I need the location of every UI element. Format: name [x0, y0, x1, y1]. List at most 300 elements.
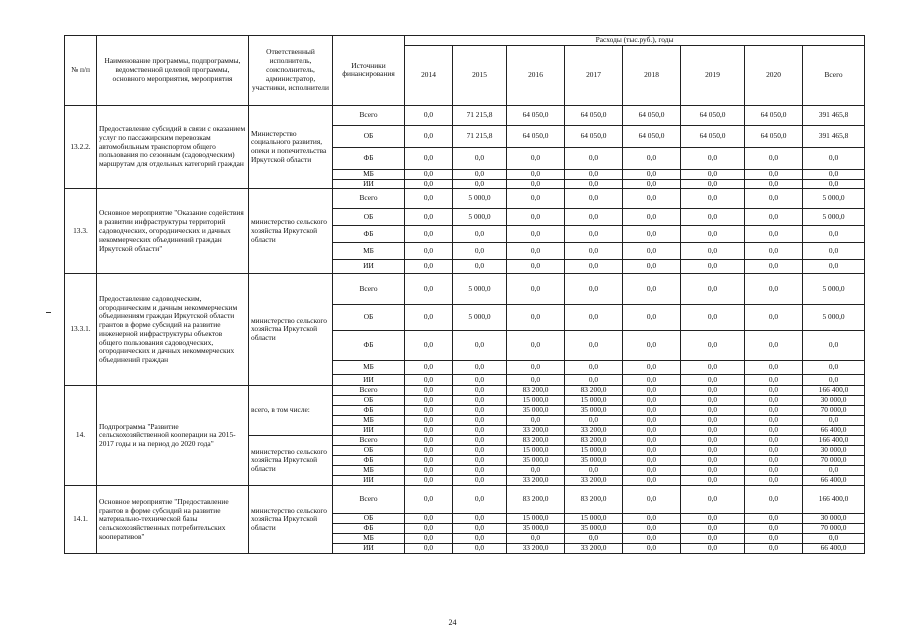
item-executor: всего, в том числе:: [249, 386, 333, 436]
expense-value: 64 050,0: [681, 105, 745, 125]
funding-source: ФБ: [333, 456, 405, 466]
expense-value: 0,0: [803, 169, 865, 179]
item-code: 14.1.: [65, 486, 97, 554]
expense-value: 0,0: [453, 534, 507, 544]
funding-source: ОБ: [333, 305, 405, 331]
expense-value: 15 000,0: [507, 514, 565, 524]
table-row: [65, 274, 865, 305]
expense-value: 0,0: [681, 534, 745, 544]
funding-source: ИИ: [333, 375, 405, 386]
expense-value: 0,0: [405, 534, 453, 544]
expense-value: 0,0: [681, 396, 745, 406]
expense-value: 5 000,0: [803, 209, 865, 226]
expense-value: 0,0: [405, 331, 453, 361]
expense-value: 0,0: [623, 456, 681, 466]
table-row: [65, 486, 865, 514]
expense-value: 0,0: [681, 416, 745, 426]
expense-value: 0,0: [623, 446, 681, 456]
expense-value: 0,0: [405, 456, 453, 466]
expense-value: 70 000,0: [803, 456, 865, 466]
expense-value: 0,0: [803, 243, 865, 260]
expense-value: 0,0: [453, 476, 507, 486]
expense-value: 70 000,0: [803, 406, 865, 416]
expense-value: 0,0: [681, 305, 745, 331]
expense-value: 0,0: [745, 189, 803, 209]
expense-value: 30 000,0: [803, 446, 865, 456]
expense-value: 0,0: [623, 209, 681, 226]
expense-value: 33 200,0: [507, 476, 565, 486]
expense-value: 0,0: [681, 406, 745, 416]
expense-value: 0,0: [507, 209, 565, 226]
item-executor: министерство сельского хозяйства Иркутской области: [249, 189, 333, 274]
expense-value: 0,0: [623, 189, 681, 209]
expense-value: 0,0: [565, 305, 623, 331]
expense-value: 0,0: [565, 189, 623, 209]
expense-value: 0,0: [405, 105, 453, 125]
expense-value: 0,0: [745, 147, 803, 169]
expense-value: 0,0: [405, 406, 453, 416]
funding-source: ФБ: [333, 226, 405, 243]
item-name: Предоставление садоводческим, огородническим и дачным некоммерческим объединениям граждан Иркутской области грантов в форме субсидий на развитие инженерной инфраструктуры объектов общего пользования садоводческих, огороднических и дачных некоммерческих объединений граждан: [97, 274, 249, 386]
funding-source: ФБ: [333, 331, 405, 361]
expense-value: 0,0: [681, 426, 745, 436]
expense-value: 0,0: [745, 361, 803, 375]
expense-value: 0,0: [453, 331, 507, 361]
expense-value: 0,0: [623, 514, 681, 524]
expense-value: 0,0: [681, 169, 745, 179]
funding-source: ИИ: [333, 260, 405, 274]
expense-value: 0,0: [623, 305, 681, 331]
expense-value: 0,0: [453, 514, 507, 524]
expense-value: 35 000,0: [565, 524, 623, 534]
expense-value: 0,0: [507, 534, 565, 544]
expense-value: 0,0: [681, 486, 745, 514]
expense-value: 166 400,0: [803, 436, 865, 446]
item-code: 13.3.1.: [65, 274, 97, 386]
funding-source: ОБ: [333, 446, 405, 456]
expense-value: 83 200,0: [507, 486, 565, 514]
expense-value: 0,0: [405, 189, 453, 209]
header-year: 2017: [565, 45, 623, 105]
expense-value: 0,0: [681, 260, 745, 274]
expense-value: 0,0: [453, 544, 507, 554]
header-year: 2015: [453, 45, 507, 105]
expense-value: 0,0: [565, 209, 623, 226]
expense-value: 0,0: [453, 416, 507, 426]
expense-value: 0,0: [453, 147, 507, 169]
header-program-name: Наименование программы, подпрограммы, ведомственной целевой программы, основного мероприятия, мероприятия: [97, 36, 249, 106]
expense-value: 5 000,0: [453, 305, 507, 331]
expense-value: 0,0: [405, 375, 453, 386]
expense-value: 5 000,0: [453, 189, 507, 209]
funding-source: ФБ: [333, 406, 405, 416]
funding-source: МБ: [333, 169, 405, 179]
header-year: 2014: [405, 45, 453, 105]
expense-value: 0,0: [507, 466, 565, 476]
expense-value: 64 050,0: [623, 125, 681, 147]
expense-value: 0,0: [681, 361, 745, 375]
expense-value: 0,0: [803, 260, 865, 274]
expense-value: 0,0: [565, 534, 623, 544]
item-executor: министерство сельского хозяйства Иркутской области: [249, 274, 333, 386]
expense-value: 0,0: [803, 416, 865, 426]
expense-value: 0,0: [405, 416, 453, 426]
expense-value: 0,0: [745, 226, 803, 243]
expense-value: 0,0: [453, 396, 507, 406]
expense-value: 0,0: [405, 226, 453, 243]
expense-value: 0,0: [681, 331, 745, 361]
expense-value: 0,0: [623, 169, 681, 179]
expense-value: 64 050,0: [623, 105, 681, 125]
expense-value: 0,0: [681, 514, 745, 524]
expense-value: 64 050,0: [745, 105, 803, 125]
expense-value: 0,0: [453, 375, 507, 386]
funding-source: ИИ: [333, 426, 405, 436]
expense-value: 64 050,0: [745, 125, 803, 147]
expense-value: 0,0: [405, 524, 453, 534]
expense-value: 166 400,0: [803, 486, 865, 514]
expense-value: 0,0: [453, 466, 507, 476]
expense-value: 0,0: [565, 169, 623, 179]
expense-value: 0,0: [405, 544, 453, 554]
expense-value: 0,0: [453, 361, 507, 375]
expense-value: 0,0: [745, 260, 803, 274]
budget-table: [64, 35, 865, 554]
expense-value: 0,0: [623, 486, 681, 514]
expense-value: 0,0: [453, 260, 507, 274]
expense-value: 0,0: [405, 426, 453, 436]
expense-value: 0,0: [565, 226, 623, 243]
expense-value: 0,0: [681, 466, 745, 476]
funding-source: МБ: [333, 361, 405, 375]
expense-value: 5 000,0: [803, 189, 865, 209]
expense-value: 0,0: [507, 416, 565, 426]
expense-value: 83 200,0: [565, 436, 623, 446]
expense-value: 15 000,0: [507, 396, 565, 406]
expense-value: 0,0: [681, 436, 745, 446]
expense-value: 0,0: [565, 147, 623, 169]
funding-source: ФБ: [333, 147, 405, 169]
item-code: 13.2.2.: [65, 105, 97, 189]
expense-value: 166 400,0: [803, 386, 865, 396]
expense-value: 0,0: [453, 426, 507, 436]
item-code: 14.: [65, 386, 97, 486]
expense-value: 0,0: [623, 466, 681, 476]
expense-value: 0,0: [507, 260, 565, 274]
expense-value: 0,0: [507, 179, 565, 189]
expense-value: 0,0: [745, 274, 803, 305]
expense-value: 33 200,0: [565, 476, 623, 486]
funding-source: Всего: [333, 486, 405, 514]
expense-value: 0,0: [745, 209, 803, 226]
expense-value: 0,0: [745, 466, 803, 476]
expense-value: 5 000,0: [453, 209, 507, 226]
expense-value: 0,0: [803, 147, 865, 169]
expense-value: 0,0: [507, 147, 565, 169]
expense-value: 0,0: [623, 416, 681, 426]
table-row: [65, 386, 865, 396]
expense-value: 0,0: [745, 331, 803, 361]
expense-value: 0,0: [745, 386, 803, 396]
header-number: № п/п: [65, 36, 97, 106]
expense-value: 391 465,8: [803, 105, 865, 125]
expense-value: 0,0: [507, 274, 565, 305]
expense-value: 0,0: [453, 226, 507, 243]
expense-value: 0,0: [405, 179, 453, 189]
expense-value: 35 000,0: [507, 456, 565, 466]
expense-value: 0,0: [453, 524, 507, 534]
expense-value: 0,0: [623, 274, 681, 305]
expense-value: 0,0: [803, 226, 865, 243]
expense-value: 0,0: [405, 147, 453, 169]
expense-value: 0,0: [681, 446, 745, 456]
expense-value: 0,0: [405, 305, 453, 331]
expense-value: 70 000,0: [803, 524, 865, 534]
header-funding-source: Источники финансирования: [333, 36, 405, 106]
expense-value: 0,0: [623, 226, 681, 243]
header-year: 2020: [745, 45, 803, 105]
expense-value: 0,0: [623, 179, 681, 189]
expense-value: 0,0: [623, 406, 681, 416]
expense-value: 0,0: [681, 386, 745, 396]
expense-value: 0,0: [405, 243, 453, 260]
expense-value: 0,0: [803, 331, 865, 361]
expense-value: 0,0: [565, 274, 623, 305]
expense-value: 64 050,0: [565, 125, 623, 147]
expense-value: 0,0: [745, 406, 803, 416]
expense-value: 83 200,0: [507, 386, 565, 396]
funding-source: ОБ: [333, 514, 405, 524]
expense-value: 0,0: [745, 486, 803, 514]
expense-value: 0,0: [405, 486, 453, 514]
expense-value: 0,0: [745, 305, 803, 331]
expense-value: 71 215,8: [453, 105, 507, 125]
expense-value: 0,0: [453, 436, 507, 446]
expense-value: 0,0: [623, 524, 681, 534]
expense-value: 0,0: [623, 534, 681, 544]
item-name: Основное мероприятие "Оказание содействия в развитии инфраструктуры территорий садоводческих, огороднических и дачных некоммерческих объединений граждан Иркутской области": [97, 189, 249, 274]
expense-value: 0,0: [745, 534, 803, 544]
funding-source: ИИ: [333, 544, 405, 554]
expense-value: 391 465,8: [803, 125, 865, 147]
expense-value: 0,0: [803, 466, 865, 476]
expense-value: 0,0: [453, 446, 507, 456]
expense-value: 0,0: [681, 544, 745, 554]
funding-source: МБ: [333, 243, 405, 260]
expense-value: 0,0: [803, 179, 865, 189]
expense-value: 0,0: [745, 436, 803, 446]
funding-source: МБ: [333, 416, 405, 426]
expense-value: 0,0: [507, 226, 565, 243]
expense-value: 0,0: [681, 274, 745, 305]
table-row: [65, 189, 865, 209]
expense-value: 0,0: [405, 209, 453, 226]
expense-value: 0,0: [681, 179, 745, 189]
funding-source: ОБ: [333, 209, 405, 226]
expense-value: 0,0: [453, 406, 507, 416]
expense-value: 30 000,0: [803, 396, 865, 406]
expense-value: 0,0: [507, 243, 565, 260]
expense-value: 0,0: [453, 243, 507, 260]
funding-source: ФБ: [333, 524, 405, 534]
expense-value: 0,0: [803, 361, 865, 375]
funding-source: Всего: [333, 436, 405, 446]
expense-value: 15 000,0: [565, 396, 623, 406]
expense-value: 0,0: [681, 189, 745, 209]
item-name: Предоставление субсидий в связи с оказанием услуг по пассажирским перевозкам автомобильным транспортом общего пользования по сезонным (садоводческим) маршрутам для отдельных категорий граждан: [97, 105, 249, 189]
item-executor: Министерство социального развития, опеки и попечительства Иркутской области: [249, 105, 333, 189]
funding-source: Всего: [333, 105, 405, 125]
expense-value: 35 000,0: [507, 406, 565, 416]
expense-value: 0,0: [507, 331, 565, 361]
expense-value: 0,0: [745, 456, 803, 466]
item-name: Подпрограмма "Развитие сельскохозяйственной кооперации на 2015-2017 годы и на период до 2020 года": [97, 386, 249, 486]
header-executor: Ответственный исполнитель, соисполнитель, администратор, участники, исполнители: [249, 36, 333, 106]
expense-value: 0,0: [803, 375, 865, 386]
expense-value: 0,0: [623, 243, 681, 260]
expense-value: 0,0: [507, 305, 565, 331]
expense-value: 0,0: [623, 331, 681, 361]
expense-value: 0,0: [405, 514, 453, 524]
expense-value: 0,0: [681, 524, 745, 534]
funding-source: МБ: [333, 534, 405, 544]
expense-value: 5 000,0: [803, 274, 865, 305]
expense-value: 0,0: [745, 544, 803, 554]
expense-value: 5 000,0: [453, 274, 507, 305]
expense-value: 0,0: [405, 169, 453, 179]
expense-value: 64 050,0: [507, 125, 565, 147]
expense-value: 35 000,0: [565, 456, 623, 466]
funding-source: ОБ: [333, 125, 405, 147]
expense-value: 0,0: [803, 534, 865, 544]
expense-value: 0,0: [453, 456, 507, 466]
expense-value: 33 200,0: [507, 544, 565, 554]
expense-value: 0,0: [565, 466, 623, 476]
item-executor: министерство сельского хозяйства Иркутской области: [249, 436, 333, 486]
expense-value: 0,0: [745, 514, 803, 524]
funding-source: ОБ: [333, 396, 405, 406]
expense-value: 0,0: [507, 361, 565, 375]
expense-value: 0,0: [565, 260, 623, 274]
expense-value: 0,0: [623, 260, 681, 274]
expense-value: 0,0: [623, 396, 681, 406]
expense-value: 0,0: [623, 147, 681, 169]
funding-source: Всего: [333, 189, 405, 209]
expense-value: 0,0: [681, 476, 745, 486]
expense-value: 0,0: [405, 476, 453, 486]
expense-value: 0,0: [405, 436, 453, 446]
header-year: Всего: [803, 45, 865, 105]
funding-source: Всего: [333, 386, 405, 396]
expense-value: 15 000,0: [507, 446, 565, 456]
expense-value: 0,0: [745, 446, 803, 456]
expense-value: 0,0: [745, 375, 803, 386]
expense-value: 0,0: [623, 375, 681, 386]
item-name: Основное мероприятие "Предоставление грантов в форме субсидий на развитие материально-технической базы сельскохозяйственных потребительских кооперативов": [97, 486, 249, 554]
expense-value: 0,0: [681, 375, 745, 386]
expense-value: 66 400,0: [803, 544, 865, 554]
expense-value: 0,0: [681, 226, 745, 243]
expense-value: 83 200,0: [565, 486, 623, 514]
expense-value: 35 000,0: [507, 524, 565, 534]
item-executor: министерство сельского хозяйства Иркутской области: [249, 486, 333, 554]
expense-value: 83 200,0: [507, 436, 565, 446]
expense-value: 0,0: [565, 416, 623, 426]
expense-value: 66 400,0: [803, 476, 865, 486]
expense-value: 0,0: [623, 361, 681, 375]
expense-value: 0,0: [405, 274, 453, 305]
expense-value: 0,0: [623, 426, 681, 436]
expense-value: 64 050,0: [681, 125, 745, 147]
expense-value: 0,0: [745, 179, 803, 189]
table-row: [65, 105, 865, 125]
expense-value: 83 200,0: [565, 386, 623, 396]
expense-value: 15 000,0: [565, 514, 623, 524]
expense-value: 0,0: [623, 544, 681, 554]
expense-value: 0,0: [745, 396, 803, 406]
expense-value: 33 200,0: [565, 544, 623, 554]
expense-value: 0,0: [681, 209, 745, 226]
funding-source: МБ: [333, 466, 405, 476]
expense-value: 0,0: [681, 147, 745, 169]
funding-source: ИИ: [333, 179, 405, 189]
header-year: 2018: [623, 45, 681, 105]
expense-value: 0,0: [745, 426, 803, 436]
expense-value: 0,0: [405, 396, 453, 406]
expense-value: 30 000,0: [803, 514, 865, 524]
expense-value: 0,0: [745, 524, 803, 534]
expense-value: 0,0: [623, 476, 681, 486]
expense-value: 5 000,0: [803, 305, 865, 331]
expense-value: 15 000,0: [565, 446, 623, 456]
expense-value: 0,0: [405, 125, 453, 147]
expense-value: 0,0: [623, 386, 681, 396]
funding-source: Всего: [333, 274, 405, 305]
expense-value: 0,0: [405, 260, 453, 274]
expense-value: 0,0: [507, 169, 565, 179]
expense-value: 0,0: [745, 476, 803, 486]
expense-value: 66 400,0: [803, 426, 865, 436]
expense-value: 33 200,0: [565, 426, 623, 436]
expense-value: 0,0: [453, 169, 507, 179]
expense-value: 0,0: [453, 179, 507, 189]
expense-value: 0,0: [623, 436, 681, 446]
expense-value: 0,0: [405, 446, 453, 456]
expense-value: 0,0: [745, 169, 803, 179]
expense-value: 0,0: [745, 243, 803, 260]
expense-value: 0,0: [453, 386, 507, 396]
expense-value: 35 000,0: [565, 406, 623, 416]
expense-value: 0,0: [565, 243, 623, 260]
expense-value: 0,0: [507, 189, 565, 209]
expense-value: 71 215,8: [453, 125, 507, 147]
expense-value: 0,0: [681, 243, 745, 260]
expense-value: 64 050,0: [565, 105, 623, 125]
expense-value: 33 200,0: [507, 426, 565, 436]
page-number: 24: [448, 618, 457, 627]
margin-mark: [46, 312, 51, 313]
expense-value: 0,0: [405, 361, 453, 375]
header-year: 2016: [507, 45, 565, 105]
expense-value: 0,0: [681, 456, 745, 466]
expense-value: 0,0: [745, 416, 803, 426]
expense-value: 0,0: [565, 375, 623, 386]
expense-value: 0,0: [405, 386, 453, 396]
header-expenses: Расходы (тыс.руб.), годы: [405, 36, 865, 46]
expense-value: 0,0: [565, 179, 623, 189]
funding-source: ИИ: [333, 476, 405, 486]
expense-value: 0,0: [565, 361, 623, 375]
